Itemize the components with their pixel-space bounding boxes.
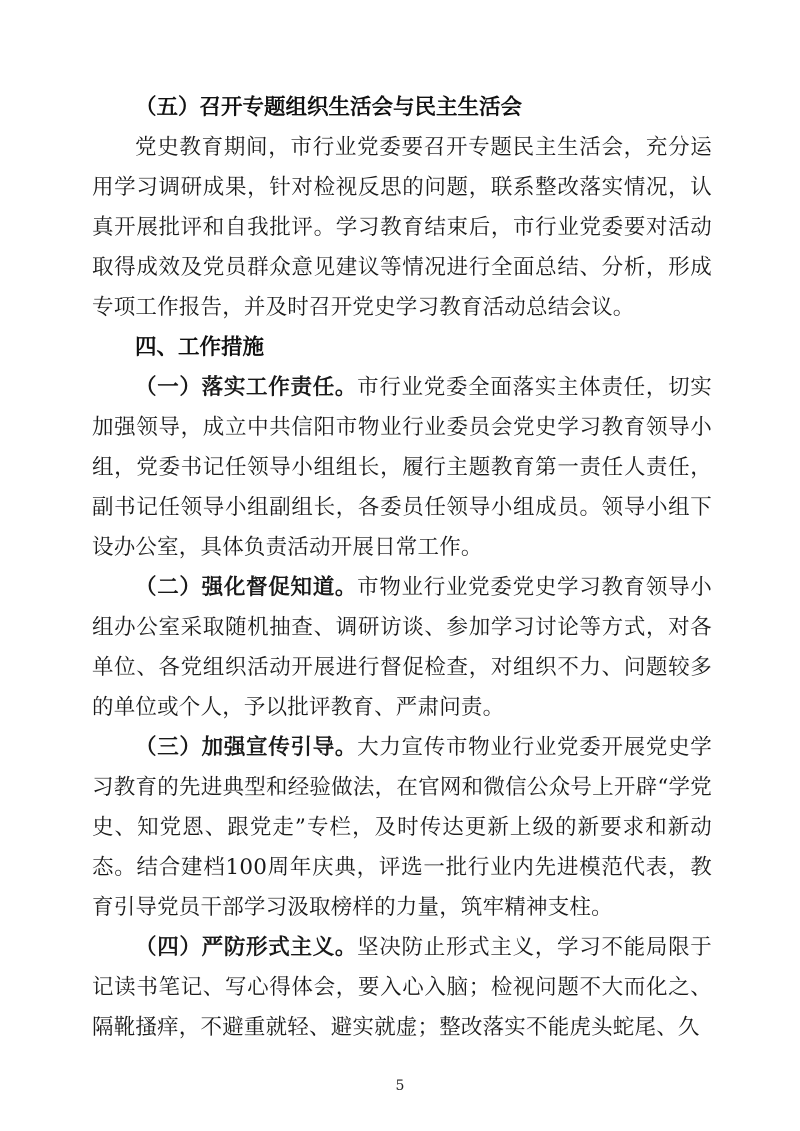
section-heading-five: （五）召开专题组织生活会与民主生活会 xyxy=(135,95,523,120)
paragraph-3-lead: （二）强化督促知道。 xyxy=(135,575,358,600)
paragraph-5-body: 坚决防止形式主义，学习不能局限于记读书笔记、写心得体会，要入心入脑；检视问题不大而化之、隔靴搔痒，不避重就轻、避实就虚；整改落实不能虎头蛇尾、久 xyxy=(92,935,712,1040)
paragraph-2-body: 市行业党委全面落实主体责任，切实加强领导，成立中共信阳市物业行业委员会党史学习教育领导小组，党委书记任领导小组组长，履行主题教育第一责任人责任，副书记任领导小组副组长，各委员任领导小组成员。领导小组下设办公室，具体负责活动开展日常工作。 xyxy=(92,375,712,560)
paragraph-3 xyxy=(92,568,712,728)
paragraph-4-body: 大力宣传市物业行业党委开展党史学习教育的先进典型和经验做法，在官网和微信公众号上开辟“学党史、知党恩、跟党走”专栏，及时传达更新上级的新要求和新动态。结合建档100周年庆典，评选一批行业内先进模范代表，教育引导党员干部学习汲取榜样的力量，筑牢精神支柱。 xyxy=(92,735,712,920)
page-number: 5 xyxy=(395,1078,405,1094)
paragraph-2-lead: （一）落实工作责任。 xyxy=(135,375,358,400)
paragraph-3-body: 市物业行业党委党史学习教育领导小组办公室采取随机抽查、调研访谈、参加学习讨论等方式，对各单位、各党组织活动开展进行督促检查，对组织不力、问题较多的单位或个人，予以批评教育、严肃问责。 xyxy=(92,575,712,720)
paragraph-5-lead: （四）严防形式主义。 xyxy=(135,935,358,960)
paragraph-2 xyxy=(92,368,712,568)
section-heading-four: 四、工作措施 xyxy=(135,335,265,360)
paragraph-4-lead: （三）加强宣传引导。 xyxy=(135,735,358,760)
paragraph-1: 党史教育期间，市行业党委要召开专题民主生活会，充分运用学习调研成果，针对检视反思的问题，联系整改落实情况，认真开展批评和自我批评。学习教育结束后，市行业党委要对活动取得成效及党员群众意见建议等情况进行全面总结、分析，形成专项工作报告，并及时召开党史学习教育活动总结会议。 xyxy=(92,135,712,320)
paragraph-4 xyxy=(92,728,712,928)
page-content xyxy=(92,88,712,1048)
paragraph-5 xyxy=(92,928,712,1048)
